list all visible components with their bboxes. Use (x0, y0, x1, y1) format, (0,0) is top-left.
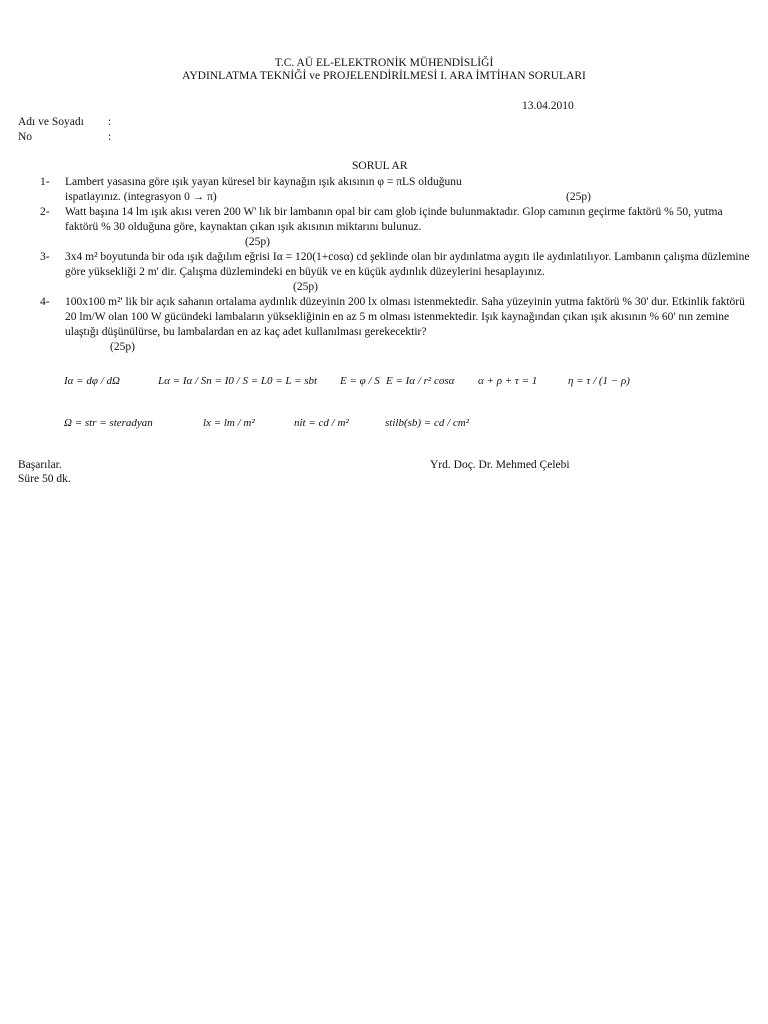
question-4-text: 100x100 m²' lik bir açık sahanın ortalama aydınlık düzeyinin 200 lx olması istenmektedir. Saha yüzeyinin yutma faktörü % 30' dur. Etkinlik faktörü 20 lm/W olan 100 W gücündeki lambaların yüksekliğinin en az 5 m olması istenmektedir. Işık kaynağından çıkan ışık akısının % 60' nın zemine ulaştığı düşünülürse, bu lambalardan en az kaç adet kullanılması gerekecektir? (65, 296, 745, 338)
number-colon: : (108, 131, 112, 143)
question-3-points: (25p) (293, 281, 318, 293)
question-1-number: 1- (40, 176, 50, 188)
question-3-number: 3- (40, 251, 50, 263)
formula-factor-sum: α + ρ + τ = 1 (478, 375, 538, 387)
formula-illuminance: E = φ / S (340, 375, 380, 387)
question-4-number: 4- (40, 296, 50, 308)
closing-text: Başarılar. (18, 459, 62, 471)
section-title: SORUL AR (352, 160, 408, 172)
formula-lux: lx = lm / m² (203, 417, 255, 429)
formula-efficiency: η = τ / (1 − ρ) (568, 375, 630, 387)
header-institution: T.C. AÜ EL-ELEKTRONİK MÜHENDİSLİĞİ (274, 57, 494, 69)
formula-luminance: Lα = Iα / Sn = I0 / S = L0 = L = sbt (158, 375, 318, 387)
question-4-points: (25p) (110, 341, 135, 353)
question-2-points: (25p) (245, 236, 270, 248)
question-1-line2: ispatlayınız. (integrasyon 0 → π) (65, 191, 217, 203)
name-label: Adı ve Soyadı (18, 116, 84, 128)
question-2-text: Watt başına 14 lm ışık akısı veren 200 W' lık bir lambanın opal bir cam glob içinde bulunmaktadır. Glop camının geçirme faktörü % 50, yutma faktörü % 30 olduğuna göre, kaynaktan çıkan ışık akısının miktarını bulunuz. (65, 206, 723, 233)
name-colon: : (108, 116, 112, 128)
formula-nit: nit = cd / m² (294, 417, 349, 429)
formula-stilb: stilb(sb) = cd / cm² (385, 417, 470, 429)
instructor-signature: Yrd. Doç. Dr. Mehmed Çelebi (430, 459, 570, 471)
question-3-text: 3x4 m² boyutunda bir oda ışık dağılım eğrisi Iα = 120(1+cosα) cd şeklinde olan bir aydınlatma aygıtı ile aydınlatılıyor. Lambanın çalışma düzlemine göre yüksekliği 2 m' dir. Çalışma düzlemindeki en büyük ve en küçük aydınlık düzeylerini hesaplayınız. (65, 251, 750, 278)
question-1-points: (25p) (566, 191, 591, 203)
formula-steradian: Ω = str = steradyan (64, 417, 153, 429)
header-exam-title: AYDINLATMA TEKNİĞİ ve PROJELENDİRİLMESİ I. ARA İMTİHAN SORULARI (182, 70, 586, 82)
question-2-number: 2- (40, 206, 50, 218)
number-label: No (18, 131, 33, 143)
formula-illuminance-point: E = Iα / r² cosα (386, 375, 455, 387)
formula-luminous-intensity: Iα = dφ / dΩ (64, 375, 120, 387)
duration-text: Süre 50 dk. (18, 473, 71, 485)
exam-date: 13.04.2010 (522, 100, 574, 112)
question-1-line1: Lambert yasasına göre ışık yayan küresel bir kaynağın ışık akısının φ = πLS olduğunu (65, 176, 462, 188)
